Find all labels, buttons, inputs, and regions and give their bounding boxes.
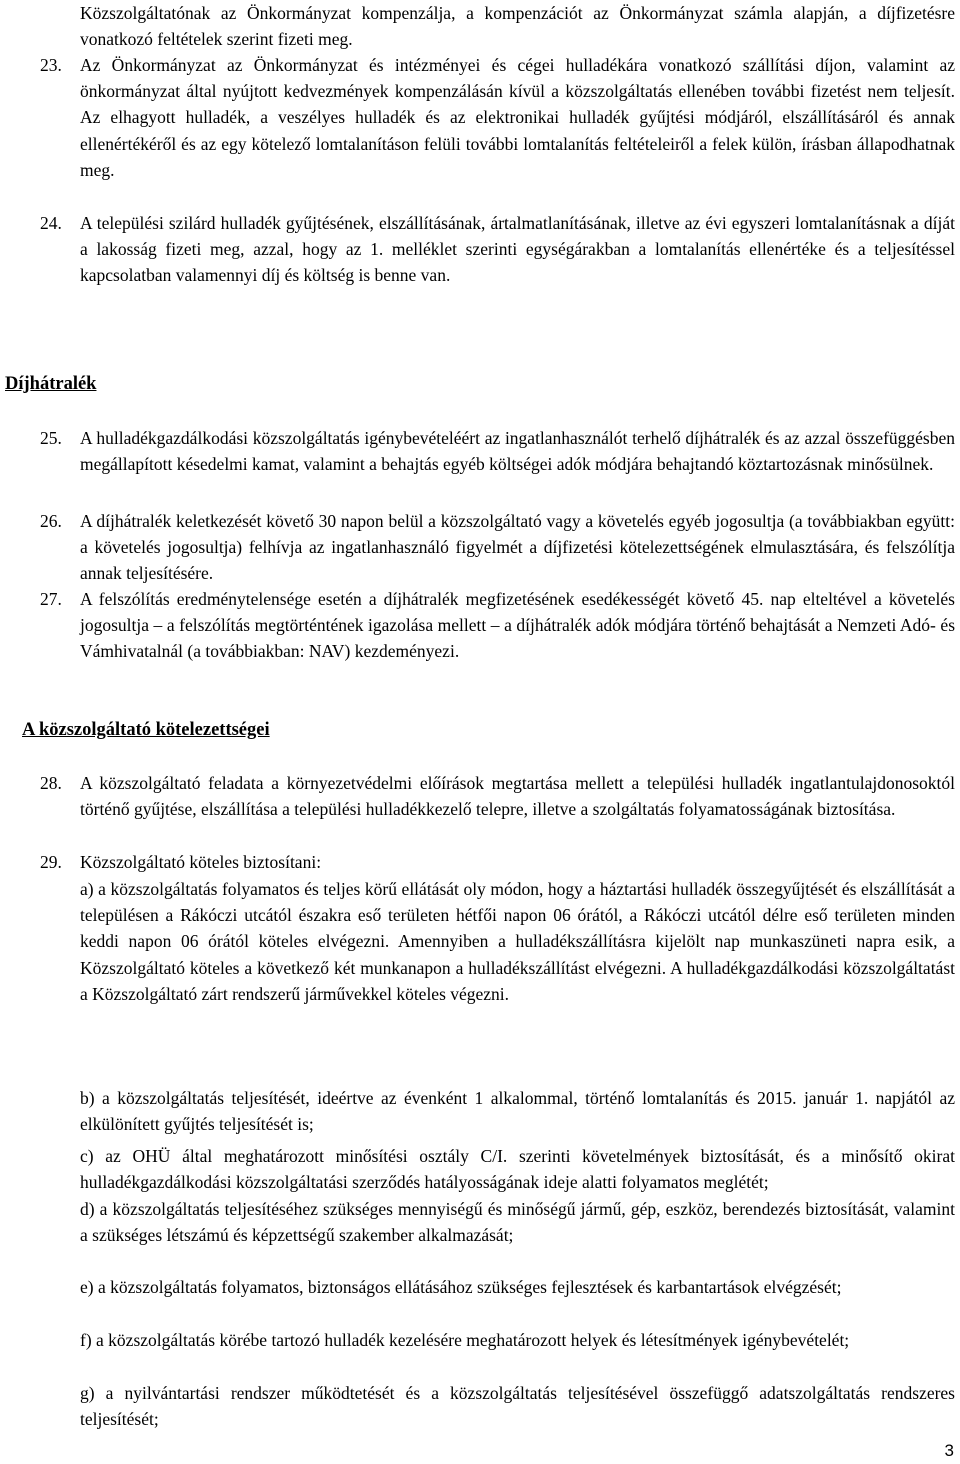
item-number: 28. — [40, 773, 62, 793]
subitem-c: c) az OHÜ által meghatározott minősítési osztály C/I. szerinti követelmények biztosítását, és a minősítő okirat hulladékgazdálkodási közszolgáltatási szerződés hatályosságának ideje alatti folyamatos meglétét; — [80, 1146, 955, 1193]
list-item — [40, 210, 955, 289]
item-text: Az Önkormányzat az Önkormányzat és intézményei és cégei hulladékára vonatkozó szállítási díjon, valamint az önkormányzat által nyújtott kedvezmények kompenzálásán kívül a közszolgáltatás ellenében további fizetést nem teljesít. Az elhagyott hulladék, a veszélyes hulladék és az elektronikai hulladék gyűjtési módjáról, elszállításáról és annak ellenértékéről és az egy kötelező lomtalanításon felüli további lomtalanítás feltételeiről a felek külön, írásban állapodhatnak meg. — [80, 55, 955, 180]
subitem-b: b) a közszolgáltatás teljesítését, ideértve az évenként 1 alkalommal, történő lomtalanítás és 2015. január 1. napjától az elkülönített gyűjtés teljesítését is; — [80, 1088, 955, 1135]
section-heading-dijhatralek: Díjhátralék — [5, 374, 97, 394]
item-number: 29. — [40, 852, 62, 872]
item-number: 27. — [40, 589, 62, 609]
subitem-a: a) a közszolgáltatás folyamatos és teljes körű ellátását oly módon, hogy a háztartási hulladék összegyűjtését és elszállítását a településen a Rákóczi utcától északra eső területen hétfői napon 06 órától, a Rákóczi utcától délre eső területen minden keddi napon 06 órától köteles elvégezni. Amennyiben a hulladékszállításra kijelölt nap munkaszüneti napra esik, a Közszolgáltató köteles a következő két munkanapon a hulladékszállítást elvégezni. A hulladékgazdálkodási közszolgáltatást a Közszolgáltató zárt rendszerű járművekkel köteles végezni. — [80, 879, 955, 1004]
list-item — [40, 425, 955, 477]
list-item — [40, 849, 955, 875]
subitem-d: d) a közszolgáltatás teljesítéséhez szükséges mennyiségű és minőségű jármű, gép, eszköz, berendezés biztosítását, valamint a szükséges létszámú és képzettségű szakember alkalmazását; — [80, 1199, 955, 1246]
continuation-paragraph: Közszolgáltatónak az Önkormányzat kompenzálja, a kompenzációt az Önkormányzat számla alapján, a díjfizetésre vonatkozó feltételek szerint fizeti meg. — [80, 3, 955, 50]
item-number: 25. — [40, 428, 62, 448]
item-number: 26. — [40, 511, 62, 531]
section-heading-kotelezettsegek: A közszolgáltató kötelezettségei — [22, 720, 270, 740]
item-text: A felszólítás eredménytelensége esetén a díjhátralék megfizetésének esedékességét követő 45. nap elteltével a követelés jogosultja – a felszólítás megtörténtének igazolása mellett – a díjhátralék adók módjára történő behajtását a Nemzeti Adó- és Vámhivatalnál (a továbbiakban: NAV) kezdeményezi. — [80, 589, 955, 662]
subitem-e: e) a közszolgáltatás folyamatos, biztonságos ellátásához szükséges fejlesztések és karbantartások elvégzését; — [80, 1277, 842, 1297]
item-text: A közszolgáltató feladata a környezetvédelmi előírások megtartása mellett a települési hulladék ingatlantulajdonosoktól történő gyűjtése, elszállítása a települési hulladékkezelő telepre, illetve a szolgáltatás folyamatosságának biztosítása. — [80, 773, 955, 820]
item-number: 24. — [40, 213, 62, 233]
list-item — [40, 52, 955, 183]
item-text: Közszolgáltató köteles biztosítani: — [80, 852, 322, 872]
item-text: A hulladékgazdálkodási közszolgáltatás igénybevételéért az ingatlanhasználót terhelő díjhátralék és az azzal összefüggésben megállapított késedelmi kamat, valamint a behajtás egyéb költségei adók módjára behajtandó köztartozásnak minősülnek. — [80, 428, 955, 475]
list-item — [40, 586, 955, 665]
item-text: A települési szilárd hulladék gyűjtésének, elszállításának, ártalmatlanításának, illetve az évi egyszeri lomtalanításnak a díját a lakosság fizeti meg, azzal, hogy az 1. melléklet szerinti egységárakban a lomtalanítás ellenértéke és a teljesítéssel kapcsolatban valamennyi díj és költség is benne van. — [80, 213, 955, 286]
subitem-f: f) a közszolgáltatás körébe tartozó hulladék kezelésére meghatározott helyek és létesítmények igénybevételét; — [80, 1330, 850, 1350]
item-text: A díjhátralék keletkezését követő 30 napon belül a közszolgáltató vagy a követelés egyéb jogosultja (a továbbiakban együtt: a követelés jogosultja) felhívja az ingatlanhasználó figyelmét a díjfizetési kötelezettségének elmulasztására, és felszólítja annak teljesítésére. — [80, 511, 955, 584]
list-item — [40, 770, 955, 822]
page-number: 3 — [944, 1440, 954, 1460]
item-number: 23. — [40, 55, 62, 75]
subitem-g: g) a nyilvántartási rendszer működtetését és a közszolgáltatás teljesítésével összefüggő adatszolgáltatás rendszeres teljesítését; — [80, 1383, 955, 1430]
list-item — [40, 508, 955, 587]
